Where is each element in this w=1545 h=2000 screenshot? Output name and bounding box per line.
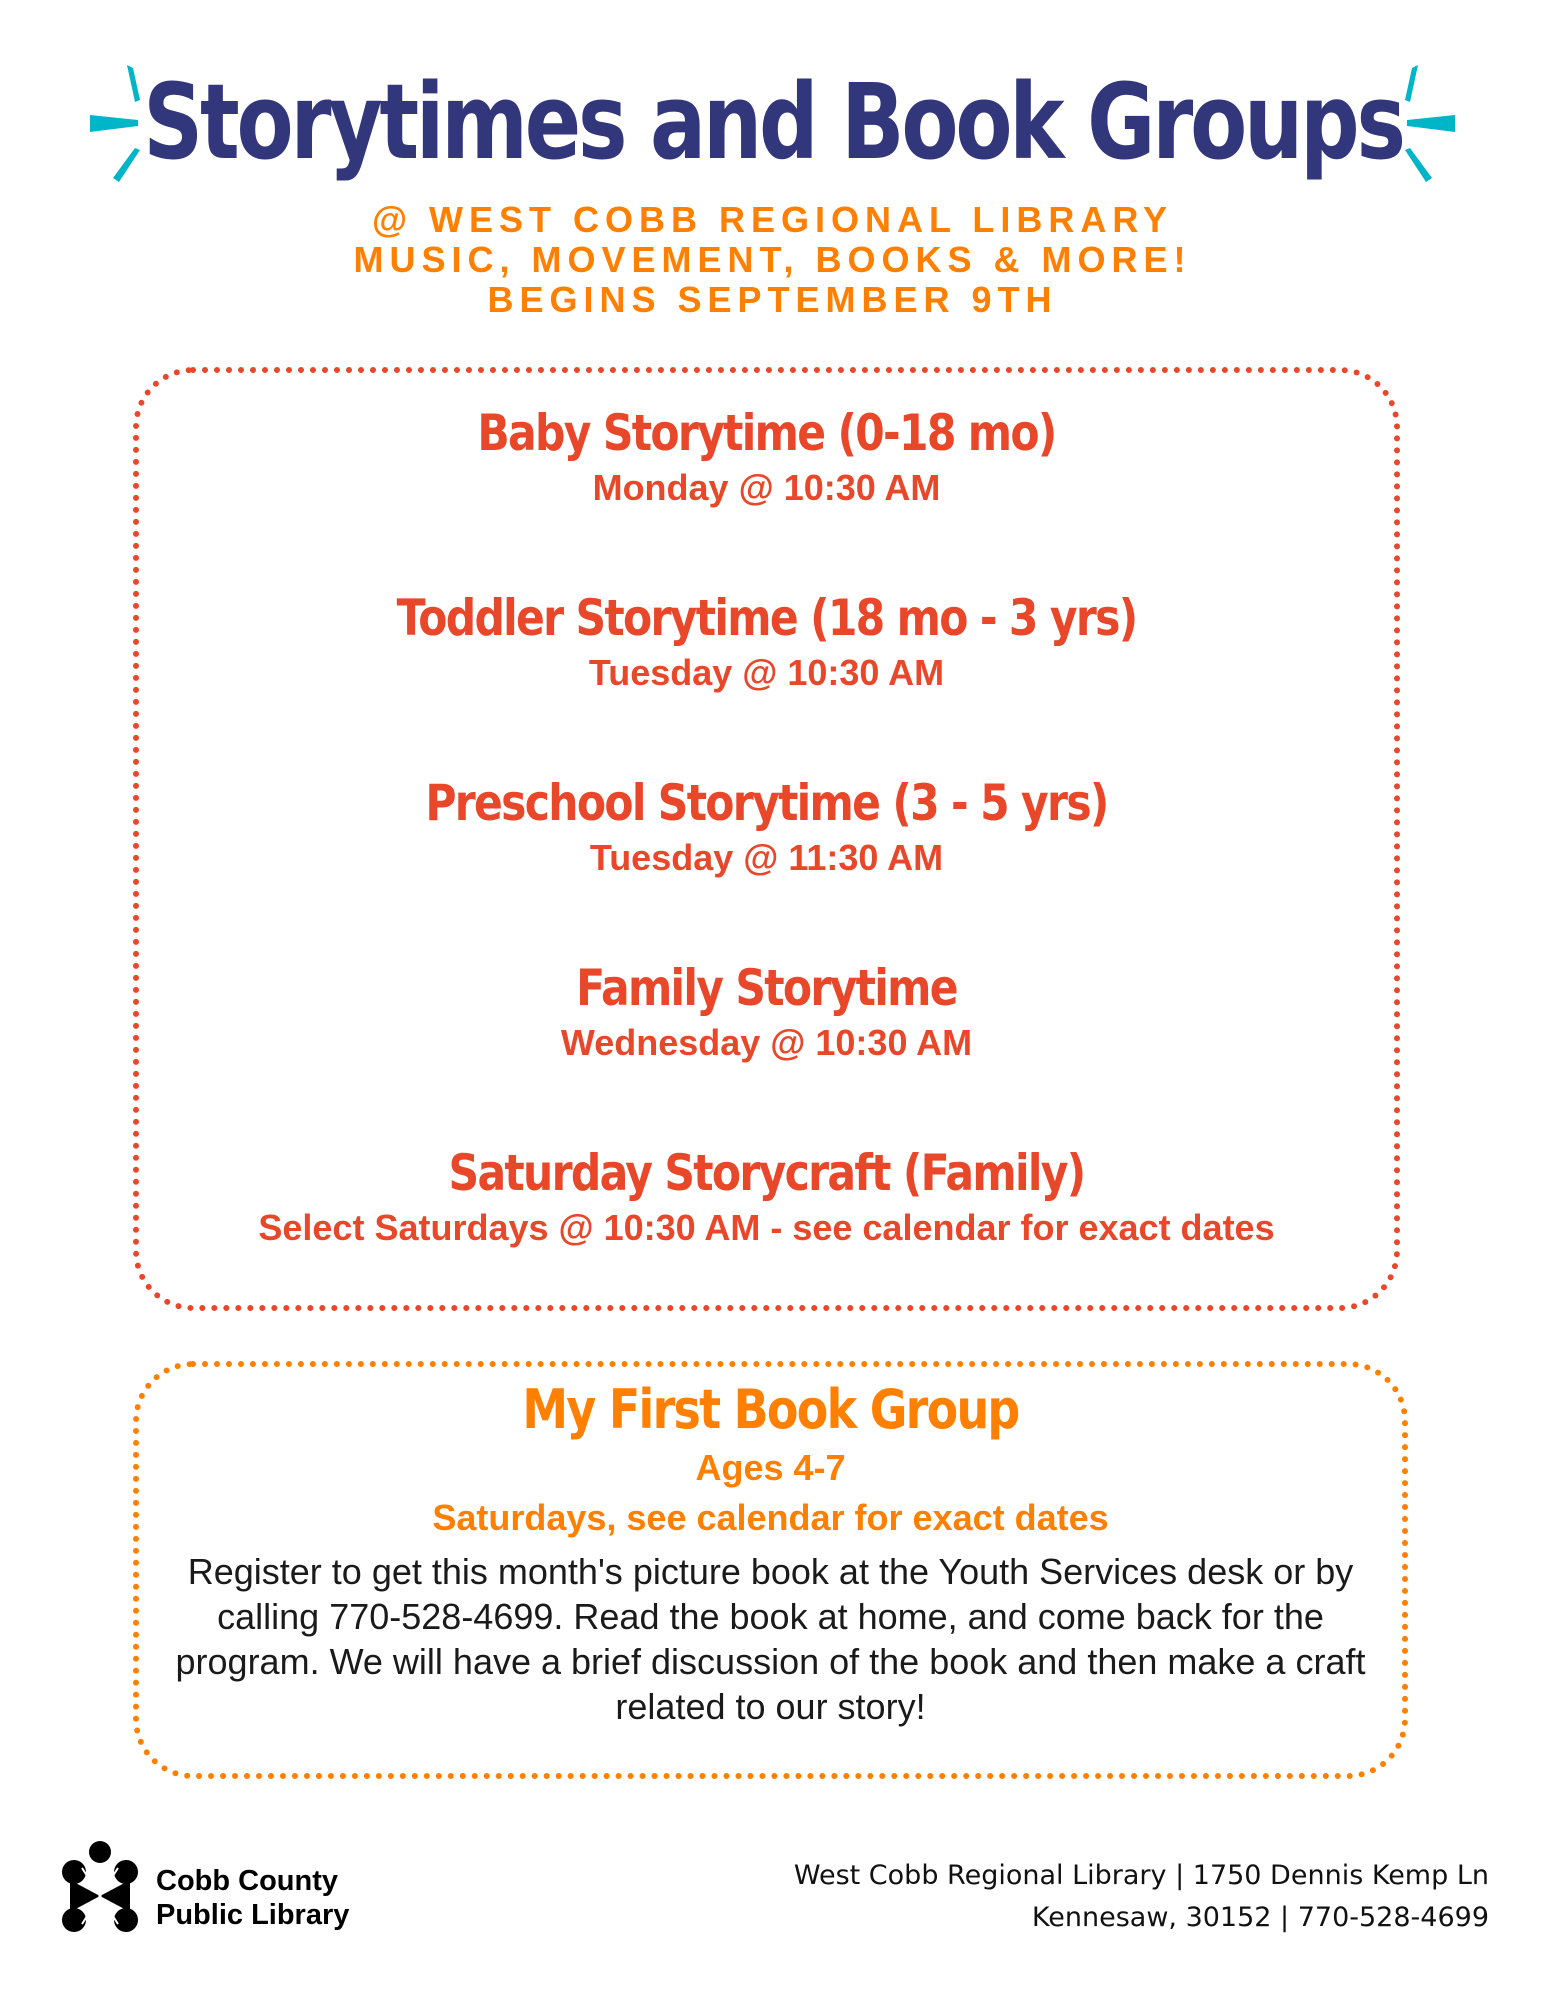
program-time: Tuesday @ 11:30 AM — [589, 837, 944, 878]
program-name: Preschool Storytime (3 - 5 yrs) — [425, 774, 1108, 832]
program-time: Select Saturdays @ 10:30 AM - see calendar for exact dates — [258, 1207, 1275, 1248]
book-group-description: Register to get this month's picture book at the Youth Services desk or by calling 770-528-4699. Read the book at home, and come back for the program. We will have a brief discussion of the book and then make a craft related to our story! — [175, 1551, 1366, 1727]
program-time: Monday @ 10:30 AM — [592, 467, 941, 508]
footer-address — [794, 1855, 1489, 1939]
address-line-2: Kennesaw, 30152 | 770-528-4699 — [1031, 1902, 1489, 1933]
subtitle-tagline: MUSIC, MOVEMENT, BOOKS & MORE! — [353, 239, 1192, 280]
book-group-ages: Ages 4-7 — [695, 1447, 846, 1488]
storytimes-box — [133, 367, 1400, 1311]
program-saturday-storycraft — [139, 1143, 1394, 1253]
book-group-box — [133, 1361, 1408, 1779]
book-group-title: My First Book Group — [522, 1378, 1019, 1441]
program-time: Wednesday @ 10:30 AM — [560, 1022, 973, 1063]
book-group-schedule: Saturdays, see calendar for exact dates — [432, 1497, 1109, 1538]
page-title: Storytimes and Book Groups — [142, 61, 1403, 183]
logo-line-2: Public Library — [156, 1899, 350, 1931]
program-name: Baby Storytime (0-18 mo) — [477, 404, 1056, 462]
library-logo-icon — [60, 1840, 140, 1935]
program-time: Tuesday @ 10:30 AM — [588, 652, 945, 693]
subtitle-start-date: BEGINS SEPTEMBER 9TH — [487, 279, 1058, 320]
program-name: Family Storytime — [576, 959, 957, 1017]
program-name: Saturday Storycraft (Family) — [448, 1144, 1085, 1202]
program-family — [139, 958, 1394, 1068]
address-line-1: West Cobb Regional Library | 1750 Dennis Kemp Ln — [793, 1860, 1489, 1891]
subtitle-location: @ WEST COBB REGIONAL LIBRARY — [371, 199, 1174, 240]
program-baby — [139, 403, 1394, 513]
program-preschool — [139, 773, 1394, 883]
program-toddler — [139, 588, 1394, 698]
library-logo-text — [156, 1864, 349, 1932]
logo-line-1: Cobb County — [156, 1865, 339, 1897]
program-name: Toddler Storytime (18 mo - 3 yrs) — [396, 589, 1137, 647]
